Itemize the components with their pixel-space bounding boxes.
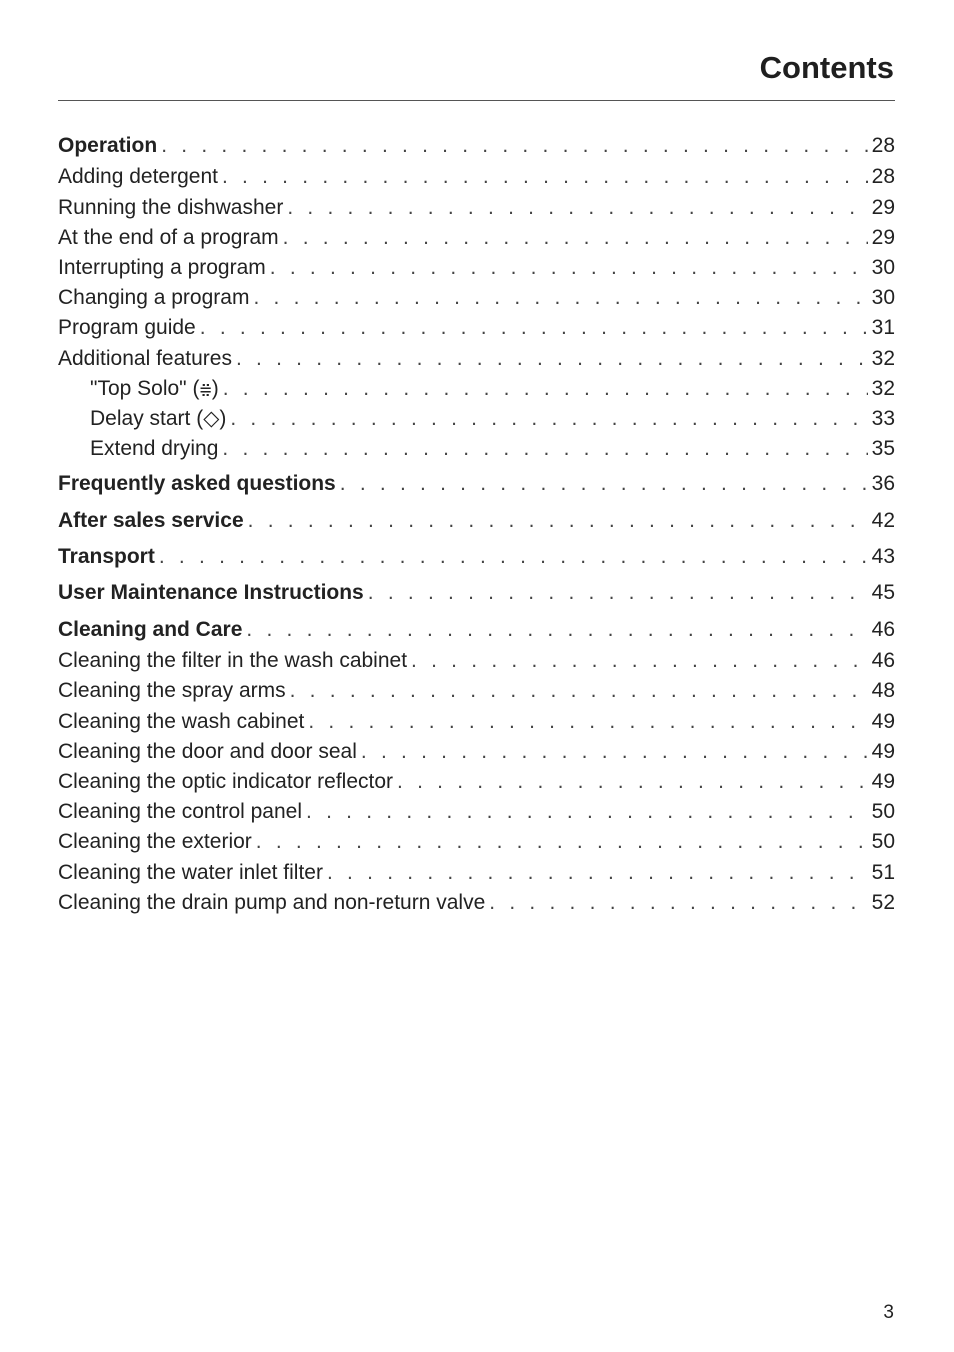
toc-entry-title: Delay start (◇) bbox=[90, 406, 227, 430]
toc-entry-title: Additional features bbox=[58, 346, 232, 370]
toc-entry[interactable] bbox=[58, 467, 895, 500]
toc-entry[interactable] bbox=[58, 767, 895, 797]
toc-entry[interactable] bbox=[58, 374, 895, 404]
toc-entry-title: "Top Solo" (⩷) bbox=[90, 376, 219, 400]
toc-entry[interactable] bbox=[58, 737, 895, 767]
header-divider bbox=[58, 100, 895, 101]
toc-dot-leader bbox=[411, 646, 868, 676]
toc-entry-page-number: 32 bbox=[871, 346, 895, 370]
toc-entry[interactable] bbox=[58, 888, 895, 918]
toc-entry-title: After sales service bbox=[58, 508, 244, 532]
toc-entry-title: User Maintenance Instructions bbox=[58, 581, 364, 605]
table-of-contents bbox=[58, 129, 895, 918]
toc-entry[interactable] bbox=[58, 827, 895, 857]
toc-entry-page-number: 50 bbox=[871, 830, 895, 854]
page-number: 3 bbox=[883, 1302, 894, 1323]
toc-dot-leader bbox=[308, 707, 867, 737]
toc-dot-leader bbox=[200, 313, 868, 343]
toc-dot-leader bbox=[253, 283, 867, 313]
toc-entry-page-number: 51 bbox=[871, 860, 895, 884]
toc-entry[interactable] bbox=[58, 707, 895, 737]
toc-entry-page-number: 49 bbox=[871, 769, 895, 793]
toc-entry[interactable] bbox=[58, 576, 895, 609]
toc-entry-title: Cleaning and Care bbox=[58, 617, 243, 641]
toc-dot-leader bbox=[306, 797, 868, 827]
toc-entry-page-number: 49 bbox=[871, 739, 895, 763]
toc-dot-leader bbox=[489, 888, 867, 918]
toc-entry[interactable] bbox=[58, 404, 895, 434]
toc-entry-page-number: 46 bbox=[871, 617, 895, 641]
toc-dot-leader bbox=[287, 193, 867, 223]
toc-entry-title: Operation bbox=[58, 134, 158, 157]
toc-entry[interactable] bbox=[58, 223, 895, 253]
toc-entry-page-number: 36 bbox=[871, 472, 895, 496]
toc-entry[interactable] bbox=[58, 504, 895, 537]
toc-entry[interactable] bbox=[58, 129, 895, 162]
toc-entry-title: Cleaning the drain pump and non-return valve bbox=[58, 890, 486, 914]
toc-dot-leader bbox=[230, 404, 867, 434]
toc-entry-page-number: 30 bbox=[871, 255, 895, 279]
toc-entry-page-number: 46 bbox=[871, 649, 895, 673]
toc-entry-title: Extend drying bbox=[90, 437, 219, 461]
toc-entry-page-number: 50 bbox=[871, 800, 895, 824]
toc-dot-leader bbox=[340, 467, 868, 500]
toc-entry-title: Transport bbox=[58, 545, 155, 569]
toc-entry-title: Cleaning the spray arms bbox=[58, 679, 286, 703]
toc-entry-page-number: 31 bbox=[871, 316, 895, 340]
toc-entry-page-number: 29 bbox=[871, 195, 895, 219]
toc-dot-leader bbox=[236, 344, 868, 374]
toc-entry-page-number: 45 bbox=[871, 581, 895, 605]
toc-entry-page-number: 28 bbox=[871, 165, 895, 189]
toc-entry-title: Cleaning the optic indicator reflector bbox=[58, 769, 394, 793]
toc-entry-title: Cleaning the exterior bbox=[58, 830, 252, 854]
toc-entry-title: Cleaning the wash cabinet bbox=[58, 709, 305, 733]
toc-dot-leader bbox=[397, 767, 868, 797]
toc-entry[interactable] bbox=[58, 540, 895, 573]
toc-entry-page-number: 33 bbox=[871, 406, 895, 430]
toc-dot-leader bbox=[246, 613, 867, 646]
toc-entry-title: Adding detergent bbox=[58, 165, 218, 189]
toc-entry-page-number: 48 bbox=[871, 679, 895, 703]
toc-entry-page-number: 42 bbox=[871, 508, 895, 532]
toc-entry[interactable] bbox=[58, 797, 895, 827]
toc-dot-leader bbox=[327, 858, 868, 888]
toc-entry-page-number: 52 bbox=[871, 890, 895, 914]
toc-entry-title: Changing a program bbox=[58, 286, 250, 310]
toc-dot-leader bbox=[368, 576, 868, 609]
toc-dot-leader bbox=[222, 162, 868, 192]
toc-entry[interactable] bbox=[58, 162, 895, 192]
toc-entry[interactable] bbox=[58, 613, 895, 646]
toc-entry[interactable] bbox=[58, 193, 895, 223]
toc-entry-title: Running the dishwasher bbox=[58, 195, 284, 219]
toc-entry-title: Cleaning the water inlet filter bbox=[58, 860, 323, 884]
toc-dot-leader bbox=[270, 253, 868, 283]
toc-dot-leader bbox=[283, 223, 868, 253]
toc-entry-title: Cleaning the control panel bbox=[58, 800, 303, 824]
toc-entry-title: Program guide bbox=[58, 316, 196, 340]
toc-entry[interactable] bbox=[58, 646, 895, 676]
toc-entry[interactable] bbox=[58, 434, 895, 464]
toc-entry-page-number: 28 bbox=[871, 134, 895, 157]
page-title: Contents bbox=[759, 50, 894, 85]
toc-entry-title: Frequently asked questions bbox=[58, 472, 336, 496]
toc-dot-leader bbox=[159, 540, 868, 573]
toc-entry[interactable] bbox=[58, 253, 895, 283]
toc-entry-page-number: 30 bbox=[871, 286, 895, 310]
toc-entry-page-number: 35 bbox=[871, 437, 895, 461]
toc-dot-leader bbox=[248, 504, 868, 537]
toc-entry-title: Cleaning the filter in the wash cabinet bbox=[58, 649, 408, 673]
toc-dot-leader bbox=[223, 374, 868, 404]
toc-entry[interactable] bbox=[58, 676, 895, 706]
toc-dot-leader bbox=[161, 129, 867, 162]
toc-entry-title: Cleaning the door and door seal bbox=[58, 739, 357, 763]
toc-entry[interactable] bbox=[58, 858, 895, 888]
toc-entry-title: Interrupting a program bbox=[58, 255, 266, 279]
toc-entry[interactable] bbox=[58, 313, 895, 343]
toc-entry-page-number: 29 bbox=[871, 225, 895, 249]
toc-entry-page-number: 43 bbox=[871, 545, 895, 569]
toc-dot-leader bbox=[222, 434, 867, 464]
toc-entry-page-number: 32 bbox=[871, 376, 895, 400]
toc-entry[interactable] bbox=[58, 283, 895, 313]
toc-entry[interactable] bbox=[58, 344, 895, 374]
toc-entry-page-number: 49 bbox=[871, 709, 895, 733]
toc-entry-title: At the end of a program bbox=[58, 225, 279, 249]
toc-dot-leader bbox=[256, 827, 868, 857]
toc-dot-leader bbox=[361, 737, 868, 767]
toc-dot-leader bbox=[290, 676, 868, 706]
